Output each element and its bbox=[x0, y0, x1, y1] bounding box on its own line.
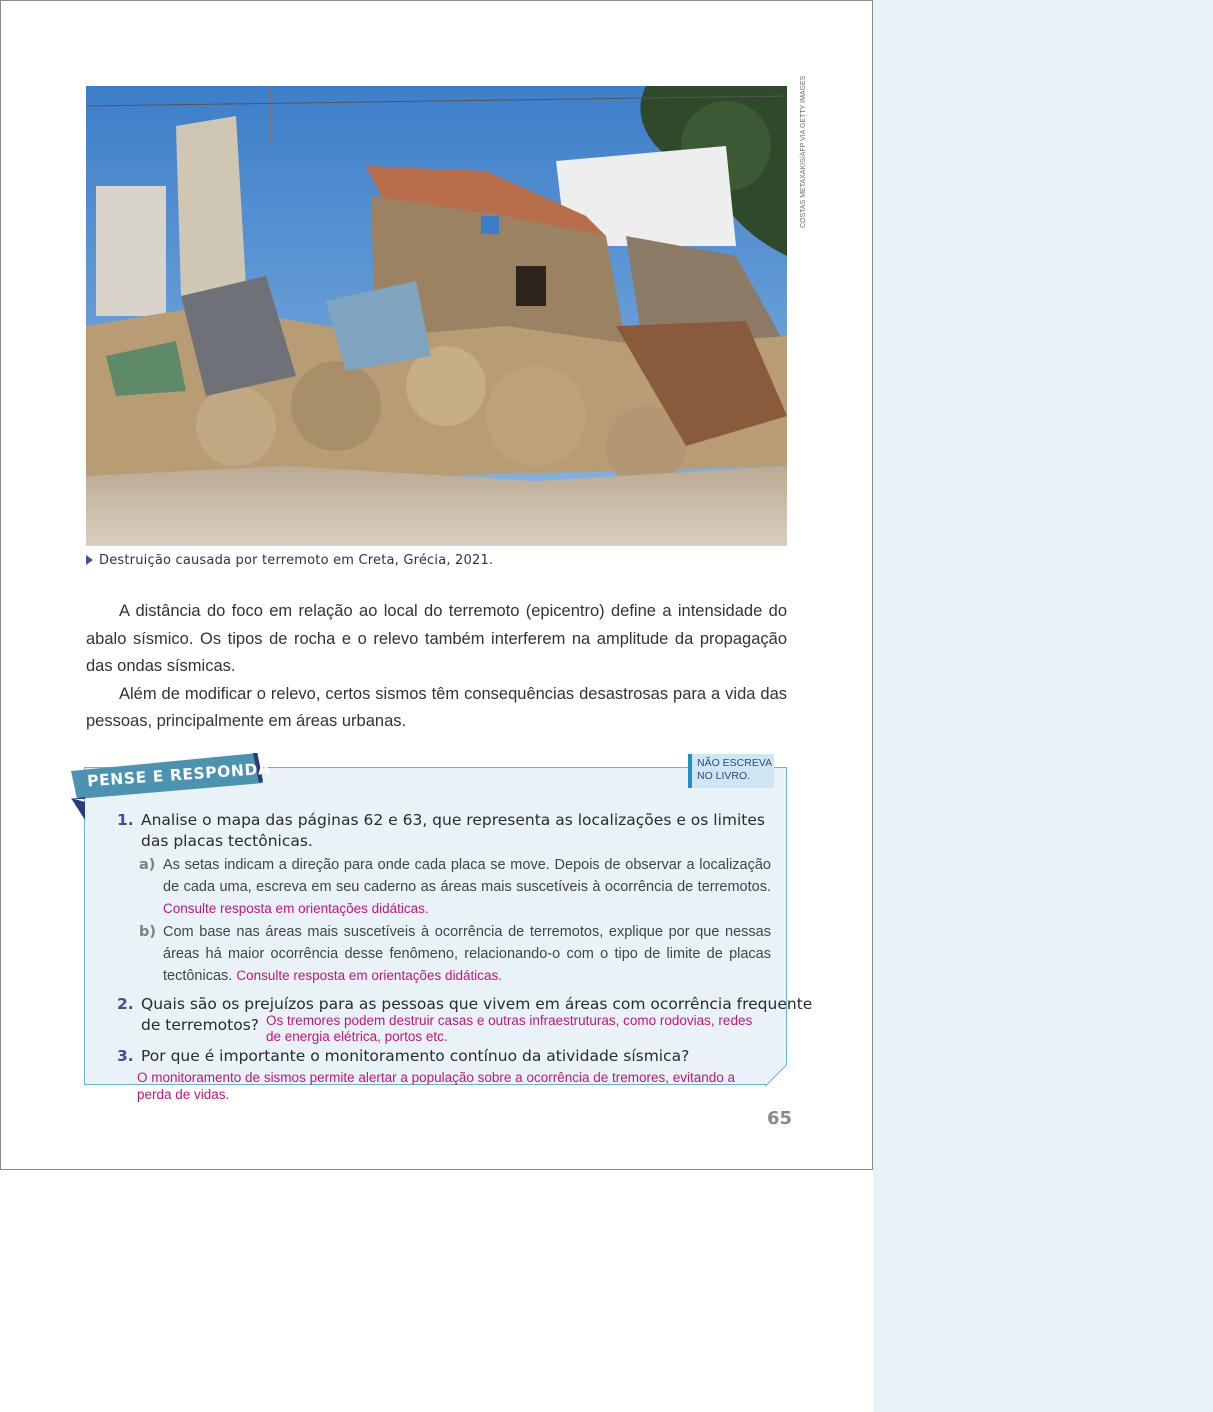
caption-triangle-icon bbox=[86, 555, 93, 565]
no-write-note-line2: NO LIVRO. bbox=[697, 769, 751, 782]
question-1-text: Analise o mapa das páginas 62 e 63, que representa as localizações e os limites das placas tectônicas. bbox=[141, 811, 765, 850]
question-2-answer-line2: de energia elétrica, portos etc. bbox=[266, 1029, 448, 1044]
question-3-answer-line1: O monitoramento de sismos permite alertar a população sobre a ocorrência de tremores, evitando a bbox=[137, 1070, 736, 1085]
question-3-number: 3. bbox=[117, 1047, 134, 1065]
photo-caption bbox=[86, 553, 493, 568]
no-write-note-line1: NÃO ESCREVA bbox=[697, 757, 773, 769]
body-paragraph-2: Além de modificar o relevo, certos sismos têm consequências desastrosas para a vida das pessoas, principalmente em áreas urbanas. bbox=[86, 684, 787, 730]
photo-credit-text: COSTAS METAXAKIS/AFP VIA GETTY IMAGES bbox=[800, 75, 807, 228]
question-1b-text: Com base nas áreas mais suscetíveis à ocorrência de terremotos, explique por que nessas áreas há maior ocorrência desse fenômeno, relacionando-o com o tipo de limite de placas tectônicas. bbox=[163, 924, 771, 984]
question-2-text-line1: Quais são os prejuízos para as pessoas que vivem em áreas com ocorrência frequente bbox=[141, 995, 813, 1013]
body-paragraph-1: A distância do foco em relação ao local do terremoto (epicentro) define a intensidade do abalo sísmico. Os tipos de rocha e o relevo também interferem na amplitude da propagação das ondas sísmicas. bbox=[86, 602, 787, 675]
question-1b bbox=[139, 922, 771, 988]
side-panel bbox=[873, 0, 1213, 1412]
photo-credit bbox=[789, 75, 807, 266]
photo-caption-text: Destruição causada por terremoto em Creta, Grécia, 2021. bbox=[99, 553, 494, 568]
question-1a-answer: Consulte resposta em orientações didáticas. bbox=[163, 901, 429, 916]
activity-title: PENSE E RESPONDA bbox=[86, 759, 272, 791]
question-1a-text: As setas indicam a direção para onde cada placa se move. Depois de observar a localização de cada uma, escreva em seu caderno as áreas mais suscetíveis à ocorrência de terremotos. bbox=[163, 857, 771, 895]
question-2-answer-line1: Os tremores podem destruir casas e outras infraestruturas, como rodovias, redes bbox=[266, 1013, 753, 1028]
question-3-answer bbox=[137, 1069, 735, 1103]
question-1-number: 1. bbox=[117, 811, 134, 829]
question-1a-label: a) bbox=[139, 857, 156, 873]
earthquake-photo bbox=[86, 86, 787, 546]
question-3-text: Por que é importante o monitoramento contínuo da atividade sísmica? bbox=[141, 1047, 690, 1065]
question-1b-answer: Consulte resposta em orientações didáticas. bbox=[236, 968, 503, 983]
question-1b-label: b) bbox=[139, 924, 157, 940]
question-3 bbox=[117, 1046, 776, 1067]
question-1a bbox=[139, 855, 771, 921]
no-write-note bbox=[688, 754, 774, 788]
banner-fold bbox=[71, 798, 85, 820]
question-1 bbox=[117, 810, 771, 852]
question-2-answer bbox=[266, 1013, 752, 1045]
question-2-number: 2. bbox=[117, 995, 134, 1013]
body-text bbox=[86, 598, 787, 736]
page-number: 65 bbox=[767, 1108, 793, 1129]
question-3-answer-line2: perda de vidas. bbox=[137, 1087, 230, 1102]
question-2-text-line2: de terremotos? bbox=[141, 1016, 260, 1034]
